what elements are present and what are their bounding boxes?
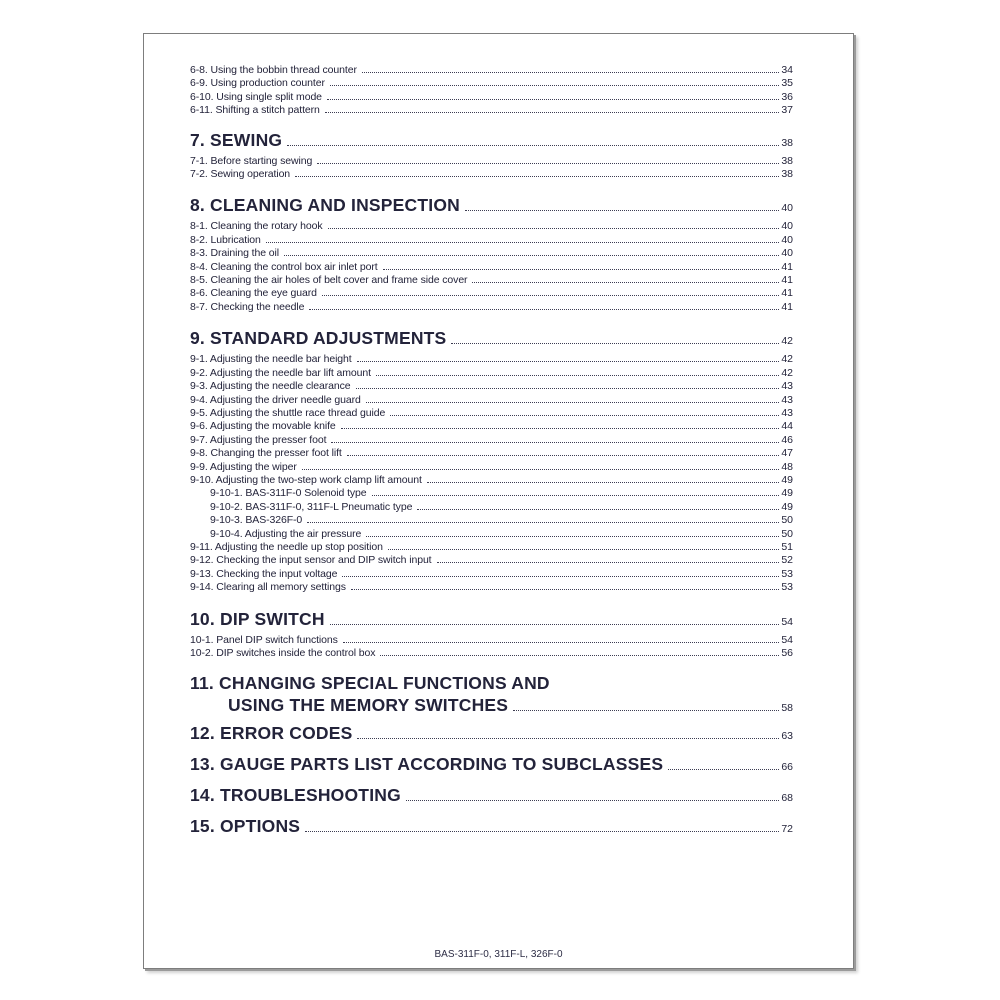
toc-entry [190,301,793,314]
toc-entry [190,721,793,748]
table-of-contents [190,64,793,841]
toc-entry [190,247,793,260]
toc-entry-page: 43 [781,380,793,393]
toc-entry-line2 [190,694,793,719]
toc-entry-label: 8-1. Cleaning the rotary hook [190,220,323,233]
toc-entry-page: 54 [781,615,793,628]
dot-leader [325,112,780,113]
toc-entry-page: 53 [781,567,793,580]
dot-leader [366,536,779,537]
toc-entry [190,783,793,810]
toc-entry-page: 41 [781,260,793,273]
toc-entry-page: 42 [781,335,793,348]
toc-entry-page: 58 [781,702,793,715]
toc-entry-label: 7-2. Sewing operation [190,168,291,181]
toc-entry-page: 41 [781,300,793,313]
toc-entry [190,64,793,77]
toc-entry [190,581,793,594]
dot-leader [465,210,779,211]
toc-entry [190,287,793,300]
toc-entry [190,394,793,407]
toc-entry-label: 7. SEWING [190,129,283,150]
dot-leader [513,710,779,711]
toc-entry-label: 15. OPTIONS [190,816,301,837]
toc-entry [190,672,793,719]
toc-entry-page: 37 [781,104,793,117]
toc-entry-page: 68 [781,792,793,805]
toc-entry-label: 9-12. Checking the input sensor and DIP switch input [190,554,432,567]
toc-entry-label: 8-2. Lubrication [190,233,261,246]
dot-leader [380,655,779,656]
dot-leader [437,562,780,563]
toc-entry-label: 13. GAUGE PARTS LIST ACCORDING TO SUBCLASSES [190,754,664,775]
dot-leader [317,163,779,164]
toc-entry [190,814,793,841]
dot-leader [330,85,779,86]
toc-entry [190,528,793,541]
dot-leader [417,509,779,510]
toc-entry-page: 49 [781,473,793,486]
dot-leader [351,589,779,590]
toc-entry-page: 40 [781,202,793,215]
toc-entry [190,752,793,779]
toc-entry [190,168,793,181]
toc-entry-label: 9. STANDARD ADJUSTMENTS [190,328,447,349]
dot-leader [668,769,779,770]
dot-leader [390,415,779,416]
toc-entry-page: 66 [781,761,793,774]
dot-leader [342,576,779,577]
dot-leader [287,145,779,146]
toc-entry-page: 34 [781,64,793,76]
dot-leader [372,495,780,496]
toc-entry [190,326,793,353]
toc-entry-label: 9-14. Clearing all memory settings [190,581,346,594]
toc-entry [190,155,793,168]
toc-entry [190,434,793,447]
toc-entry-label: USING THE MEMORY SWITCHES [228,695,509,716]
toc-entry-page: 46 [781,433,793,446]
toc-entry-page: 42 [781,353,793,366]
footer-model-numbers: BAS-311F-0, 311F-L, 326F-0 [434,949,563,960]
toc-entry-page: 44 [781,420,793,433]
toc-entry-label: 12. ERROR CODES [190,723,353,744]
toc-entry [190,474,793,487]
toc-entry-page: 38 [781,136,793,149]
toc-entry-label: 9-13. Checking the input voltage [190,567,338,580]
toc-entry-label: 9-5. Adjusting the shuttle race thread guide [190,406,386,419]
toc-entry-label: 9-3. Adjusting the needle clearance [190,380,351,393]
toc-entry-label: 10-1. Panel DIP switch functions [190,633,338,646]
dot-leader [356,388,780,389]
toc-entry [190,193,793,220]
toc-entry-label: 8-4. Cleaning the control box air inlet port [190,260,378,273]
toc-entry-page: 35 [781,77,793,90]
toc-entry [190,91,793,104]
toc-entry-label: 8-5. Cleaning the air holes of belt cover and frame side cover [190,274,468,287]
toc-entry-label: 9-10-2. BAS-311F-0, 311F-L Pneumatic type [210,500,413,513]
toc-entry [190,420,793,433]
dot-leader [451,343,779,344]
toc-entry-page: 43 [781,393,793,406]
toc-entry [190,128,793,155]
toc-entry-page: 42 [781,366,793,379]
dot-leader [357,361,780,362]
toc-entry-label: 9-2. Adjusting the needle bar lift amount [190,366,371,379]
dot-leader [284,255,779,256]
toc-entry-page: 48 [781,460,793,473]
toc-entry-label: 9-8. Changing the presser foot lift [190,447,342,460]
toc-entry [190,541,793,554]
toc-entry-label: 10. DIP SWITCH [190,608,325,629]
toc-entry [190,77,793,90]
dot-leader [347,455,780,456]
toc-entry-page: 40 [781,247,793,260]
toc-entry [190,220,793,233]
toc-entry-label: 9-10-3. BAS-326F-0 [210,514,303,527]
toc-entry-page: 53 [781,581,793,594]
toc-entry [190,647,793,660]
dot-leader [330,624,780,625]
dot-leader [266,242,780,243]
dot-leader [302,469,780,470]
toc-entry-page: 41 [781,287,793,300]
dot-leader [383,269,780,270]
toc-entry-page: 49 [781,487,793,500]
dot-leader [328,228,780,229]
dot-leader [366,402,780,403]
toc-entry-page: 51 [781,540,793,553]
toc-entry [190,261,793,274]
toc-entry-label: 9-4. Adjusting the driver needle guard [190,393,361,406]
toc-entry-label: 11. CHANGING SPECIAL FUNCTIONS AND [190,673,550,694]
toc-entry-page: 56 [781,647,793,659]
toc-entry [190,353,793,366]
toc-entry [190,104,793,117]
dot-leader [406,800,779,801]
toc-entry-page: 63 [781,730,793,743]
toc-entry-label: 10-2. DIP switches inside the control box [190,647,376,659]
toc-entry-label: 6-9. Using production counter [190,77,325,90]
toc-entry-page: 50 [781,514,793,527]
dot-leader [362,72,779,73]
toc-entry-page: 41 [781,274,793,287]
dot-leader [305,831,779,832]
dot-leader [472,282,779,283]
toc-entry-label: 6-10. Using single split mode [190,90,322,103]
toc-entry-page: 40 [781,220,793,233]
toc-entry [190,234,793,247]
toc-entry-label: 9-10. Adjusting the two-step work clamp lift amount [190,473,422,486]
toc-entry [190,634,793,647]
toc-entry [190,607,793,634]
toc-entry-page: 50 [781,527,793,540]
toc-entry-page: 38 [781,154,793,167]
toc-entry [190,367,793,380]
toc-entry-page: 40 [781,233,793,246]
toc-entry-label: 9-10-1. BAS-311F-0 Solenoid type [210,487,367,500]
toc-entry [190,514,793,527]
toc-entry-label: 8-6. Cleaning the eye guard [190,287,317,300]
toc-entry [190,461,793,474]
toc-entry-page: 43 [781,406,793,419]
dot-leader [327,99,779,100]
toc-entry-label: 6-11. Shifting a stitch pattern [190,104,320,117]
toc-entry-label: 9-6. Adjusting the movable knife [190,420,336,433]
dot-leader [309,309,779,310]
toc-entry-label: 8-7. Checking the needle [190,300,305,313]
dot-leader [427,482,779,483]
toc-entry [190,568,793,581]
dot-leader [331,442,779,443]
toc-entry-page: 49 [781,500,793,513]
toc-entry-page: 54 [781,633,793,646]
dot-leader [341,428,780,429]
toc-entry-label: 9-1. Adjusting the needle bar height [190,353,352,366]
toc-entry [190,554,793,567]
toc-entry-label: 7-1. Before starting sewing [190,154,313,167]
toc-entry [190,274,793,287]
toc-entry-label: 9-10-4. Adjusting the air pressure [210,527,362,540]
toc-entry-label: 6-8. Using the bobbin thread counter [190,64,357,76]
toc-entry-label: 9-7. Adjusting the presser foot [190,433,327,446]
manual-page [143,33,854,969]
toc-entry-page: 36 [781,90,793,103]
toc-entry-label: 8. CLEANING AND INSPECTION [190,195,460,216]
dot-leader [343,642,780,643]
toc-entry-page: 72 [781,823,793,836]
toc-entry [190,380,793,393]
toc-entry-label: 9-11. Adjusting the needle up stop position [190,540,383,553]
toc-entry-label: 8-3. Draining the oil [190,247,279,260]
toc-entry-page: 38 [781,168,793,181]
dot-leader [322,295,779,296]
toc-entry [190,407,793,420]
dot-leader [376,375,779,376]
toc-entry [190,487,793,500]
toc-entry-page: 47 [781,447,793,460]
toc-entry [190,447,793,460]
toc-entry-label: 14. TROUBLESHOOTING [190,785,401,806]
dot-leader [388,549,779,550]
toc-entry-label: 9-9. Adjusting the wiper [190,460,297,473]
dot-leader [307,522,779,523]
dot-leader [295,176,779,177]
dot-leader [357,738,779,739]
toc-entry [190,501,793,514]
toc-entry-page: 52 [781,554,793,567]
